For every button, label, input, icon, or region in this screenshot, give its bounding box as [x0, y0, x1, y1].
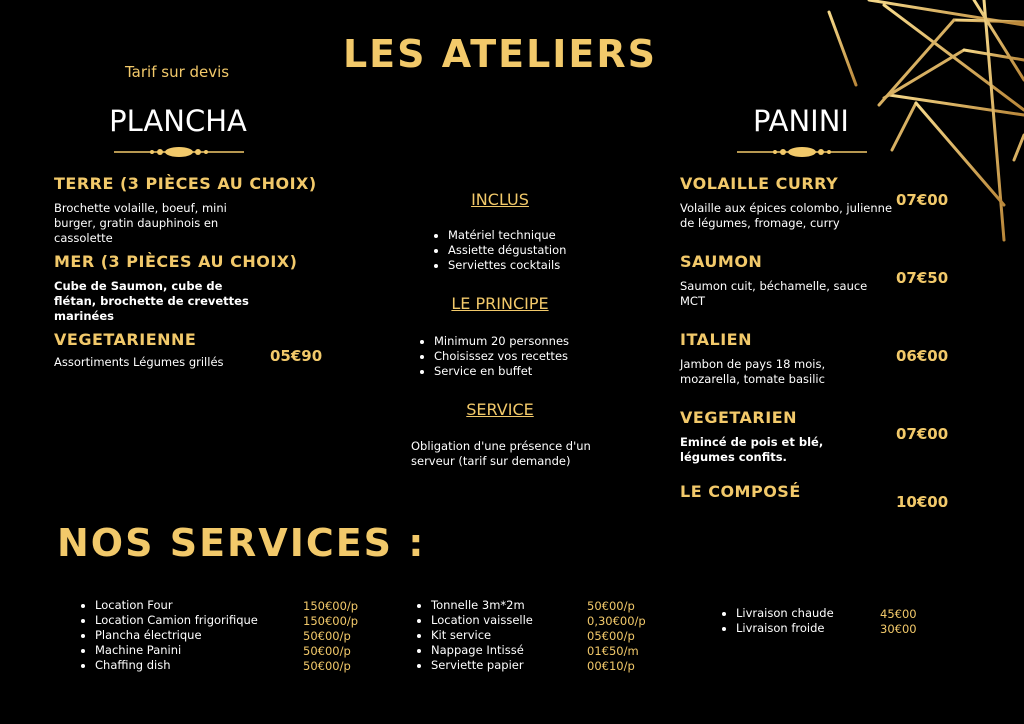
plancha-mer-desc: Cube de Saumon, cube de flétan, brochette de crevettes marinées: [54, 279, 249, 323]
panini-saumon-price: 07€50: [896, 269, 949, 287]
service-price: 30€00: [880, 622, 917, 636]
inclus-heading: INCLUS: [471, 190, 529, 209]
panini-vegetarien-price: 07€00: [896, 425, 949, 443]
panini-italien-heading: ITALIEN: [680, 330, 752, 349]
list-item: • Livraison chaude: [736, 606, 834, 621]
list-item: • Kit service: [431, 628, 533, 643]
service-price: 0,30€00/p: [587, 614, 646, 628]
services-list-3: [720, 606, 834, 636]
panini-compose-heading: LE COMPOSÉ: [680, 482, 801, 501]
principe-list: [418, 334, 569, 379]
list-item: • Location Camion frigorifique: [95, 613, 258, 628]
panini-volaille-price: 07€00: [896, 191, 949, 209]
list-item: • Livraison froide: [736, 621, 834, 636]
list-item: • Location vaisselle: [431, 613, 533, 628]
service-price: 45€00: [880, 607, 917, 621]
list-item: • Serviettes cocktails: [448, 258, 566, 273]
plancha-veg-desc: Assortiments Légumes grillés: [54, 355, 224, 369]
panini-volaille-desc: Volaille aux épices colombo, julienne de légumes, fromage, curry: [680, 201, 893, 230]
service-price: 50€00/p: [587, 599, 635, 613]
list-item: • Nappage Intissé: [431, 643, 533, 658]
services-list-2: [415, 598, 533, 673]
plancha-terre-heading: TERRE (3 PIÈCES AU CHOIX): [54, 174, 317, 193]
plancha-veg-heading: VEGETARIENNE: [54, 330, 197, 349]
panini-saumon-heading: SAUMON: [680, 252, 763, 271]
tarif-note: Tarif sur devis: [125, 63, 230, 81]
list-item: • Choisissez vos recettes: [434, 349, 569, 364]
panini-compose-price: 10€00: [896, 493, 949, 511]
panini-italien-price: 06€00: [896, 347, 949, 365]
list-item: • Location Four: [95, 598, 258, 613]
service-desc: Obligation d'une présence d'un serveur (tarif sur demande): [411, 439, 591, 468]
service-price: 150€00/p: [303, 614, 359, 628]
list-item: • Minimum 20 personnes: [434, 334, 569, 349]
panini-italien-desc: Jambon de pays 18 mois, mozarella, tomate basilic: [680, 357, 826, 386]
panini-vegetarien-desc: Emincé de pois et blé, légumes confits.: [680, 435, 824, 464]
list-item: • Tonnelle 3m*2m: [431, 598, 533, 613]
list-item: • Chaffing dish: [95, 658, 258, 673]
services-prices-3: [880, 607, 917, 637]
list-item: • Service en buffet: [434, 364, 569, 379]
panini-vegetarien-heading: VEGETARIEN: [680, 408, 798, 427]
list-item: • Machine Panini: [95, 643, 258, 658]
services-title: NOS SERVICES :: [57, 521, 426, 565]
service-price: 150€00/p: [303, 599, 359, 613]
principe-heading: LE PRINCIPE: [451, 294, 549, 313]
panini-title: PANINI: [753, 104, 849, 138]
panini-volaille-heading: VOLAILLE CURRY: [680, 174, 839, 193]
plancha-mer-heading: MER (3 PIÈCES AU CHOIX): [54, 252, 298, 271]
plancha-terre-desc: Brochette volaille, boeuf, mini burger, gratin dauphinois en cassolette: [54, 201, 227, 245]
inclus-list: [432, 228, 566, 273]
list-item: • Serviette papier: [431, 658, 533, 673]
page-title: LES ATELIERS: [342, 32, 658, 76]
plancha-title: PLANCHA: [109, 104, 247, 138]
list-item: • Plancha électrique: [95, 628, 258, 643]
services-prices-2: [587, 599, 646, 674]
service-price: 50€00/p: [303, 644, 351, 658]
ornament-divider: [737, 145, 867, 159]
services-list-1: [79, 598, 258, 673]
list-item: • Assiette dégustation: [448, 243, 566, 258]
list-item: • Matériel technique: [448, 228, 566, 243]
service-price: 50€00/p: [303, 629, 351, 643]
service-price: 50€00/p: [303, 659, 351, 673]
service-price: 00€10/p: [587, 659, 635, 673]
service-price: 01€50/m: [587, 644, 639, 658]
plancha-veg-price: 05€90: [270, 347, 323, 365]
panini-saumon-desc: Saumon cuit, béchamelle, sauce MCT: [680, 279, 868, 308]
service-price: 05€00/p: [587, 629, 635, 643]
services-prices-1: [303, 599, 358, 674]
service-heading: SERVICE: [466, 400, 534, 419]
ornament-divider: [114, 145, 244, 159]
